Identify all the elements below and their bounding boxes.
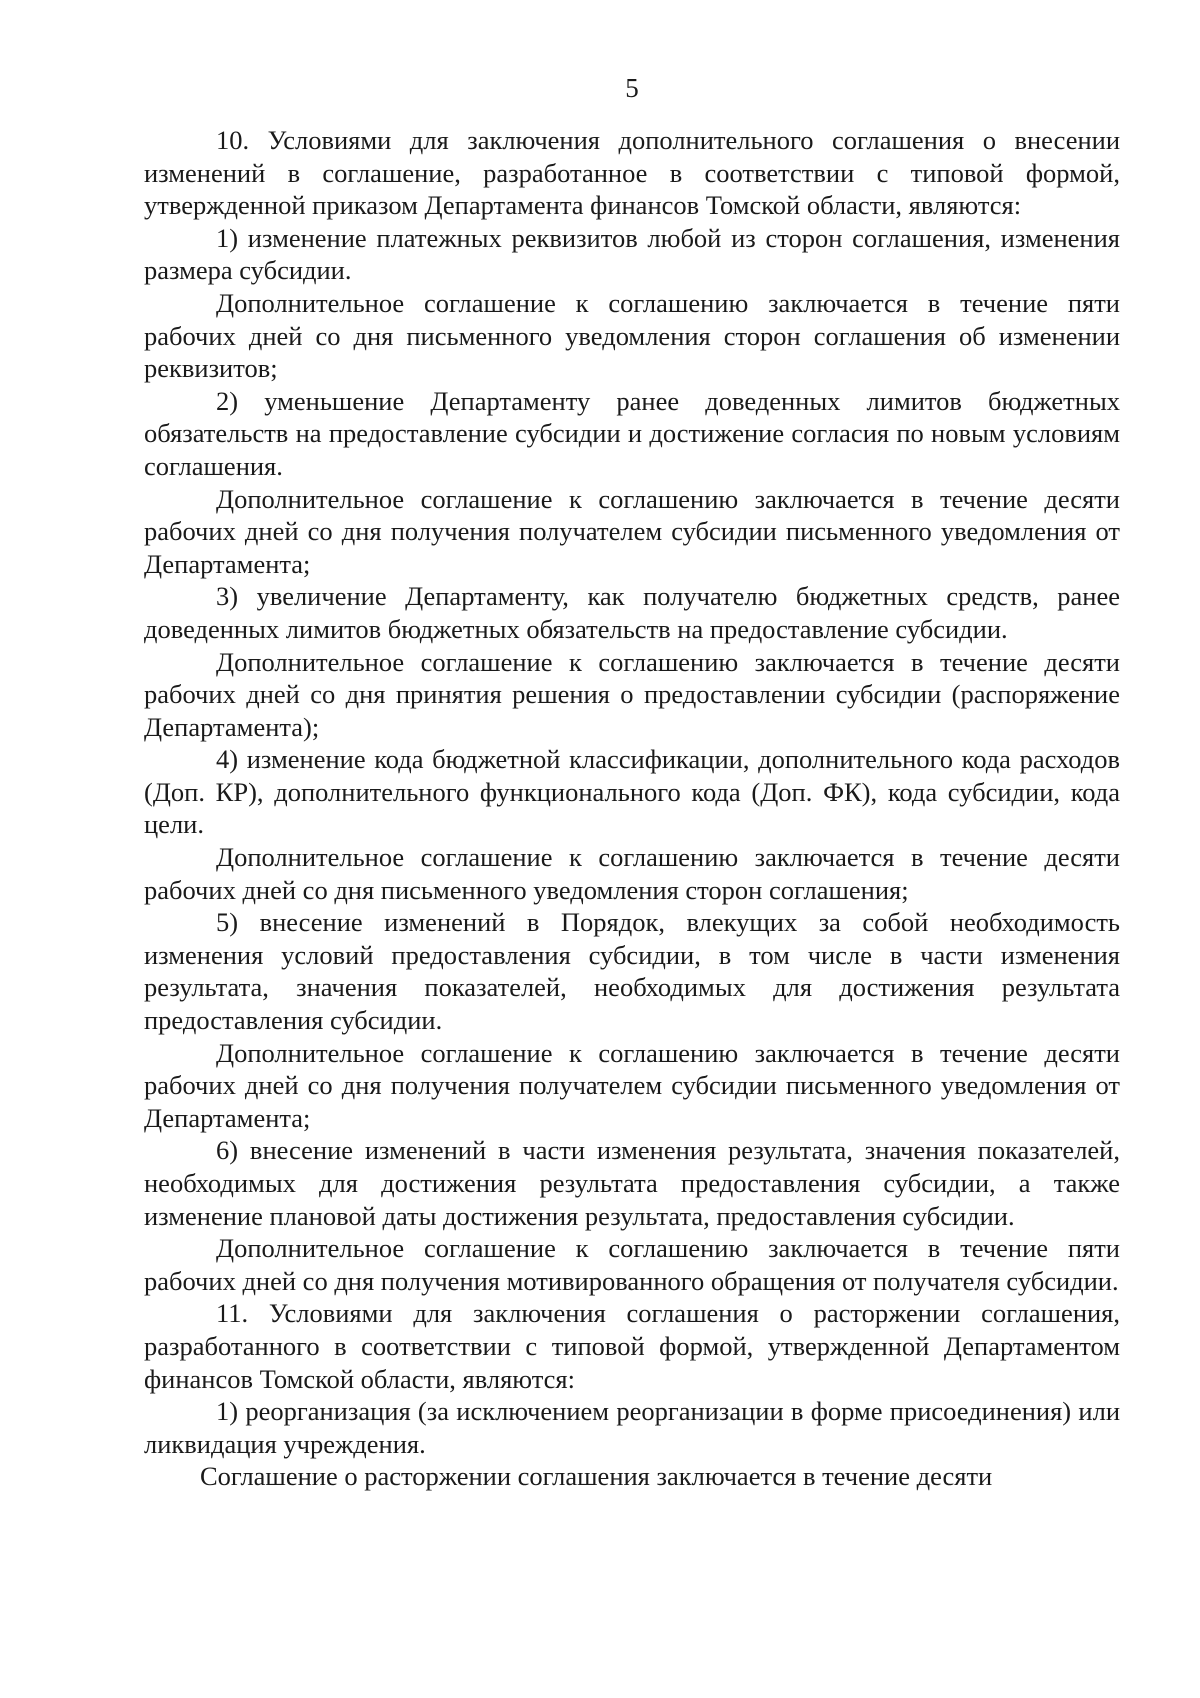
paragraph-10-intro: 10. Условиями для заключения дополнительного соглашения о внесении изменений в соглашение, разработанное в соответствии с типовой формой, утвержденной приказом Департамента финансов Томской области, являются: xyxy=(144,125,1120,221)
paragraph-10-item-6: 6) внесение изменений в части изменения результата, значения показателей, необходимых для достижения результата предоставления субсидии, а также изменение плановой даты достижения результата, предоставления субсидии. xyxy=(144,1135,1120,1231)
paragraph-10-item-5: 5) внесение изменений в Порядок, влекущих за собой необходимость изменения условий предоставления субсидии, в том числе в части изменения результата, значения показателей, необходимых для достижения результата предоставления субсидии. xyxy=(144,907,1120,1036)
paragraph-10-item-5-term: Дополнительное соглашение к соглашению заключается в течение десяти рабочих дней со дня получения получателем субсидии письменного уведомления от Департамента; xyxy=(144,1037,1120,1133)
paragraph-10-item-1: 1) изменение платежных реквизитов любой из сторон соглашения, изменения размера субсидии. xyxy=(144,222,1120,286)
paragraph-10-item-3: 3) увеличение Департаменту, как получателю бюджетных средств, ранее доведенных лимитов бюджетных обязательств на предоставление субсидии. xyxy=(144,581,1120,644)
page-number: 5 xyxy=(625,73,639,103)
paragraph-10-item-3-term: Дополнительное соглашение к соглашению заключается в течение десяти рабочих дней со дня принятия решения о предоставлении субсидии (распоряжение Департамента); xyxy=(144,646,1120,742)
paragraph-10-item-2: 2) уменьшение Департаменту ранее доведенных лимитов бюджетных обязательств на предоставление субсидии и достижение согласия по новым условиям соглашения. xyxy=(144,385,1120,481)
paragraph-10-item-1-term: Дополнительное соглашение к соглашению заключается в течение пяти рабочих дней со дня письменного уведомления сторон соглашения об изменении реквизитов; xyxy=(144,287,1120,384)
paragraph-10-item-4: 4) изменение кода бюджетной классификации, дополнительного кода расходов (Доп. КР), дополнительного функционального кода (Доп. ФК), кода субсидии, кода цели. xyxy=(144,744,1120,840)
paragraph-10-item-6-term: Дополнительное соглашение к соглашению заключается в течение пяти рабочих дней со дня получения мотивированного обращения от получателя субсидии. xyxy=(144,1233,1120,1296)
paragraph-11-intro: 11. Условиями для заключения соглашения о расторжении соглашения, разработанного в соответствии с типовой формой, утвержденной Департаментом финансов Томской области, являются: xyxy=(144,1298,1120,1394)
paragraph-11-item-1-term: Соглашение о расторжении соглашения заключается в течение десяти xyxy=(200,1461,993,1492)
document-page xyxy=(144,72,1120,1493)
paragraph-10-item-2-term: Дополнительное соглашение к соглашению заключается в течение десяти рабочих дней со дня получения получателем субсидии письменного уведомления от Департамента; xyxy=(144,483,1120,579)
paragraph-10-item-4-term: Дополнительное соглашение к соглашению заключается в течение десяти рабочих дней со дня письменного уведомления сторон соглашения; xyxy=(144,842,1120,905)
paragraph-11-item-1: 1) реорганизация (за исключением реорганизации в форме присоединения) или ликвидация учреждения. xyxy=(144,1396,1120,1459)
